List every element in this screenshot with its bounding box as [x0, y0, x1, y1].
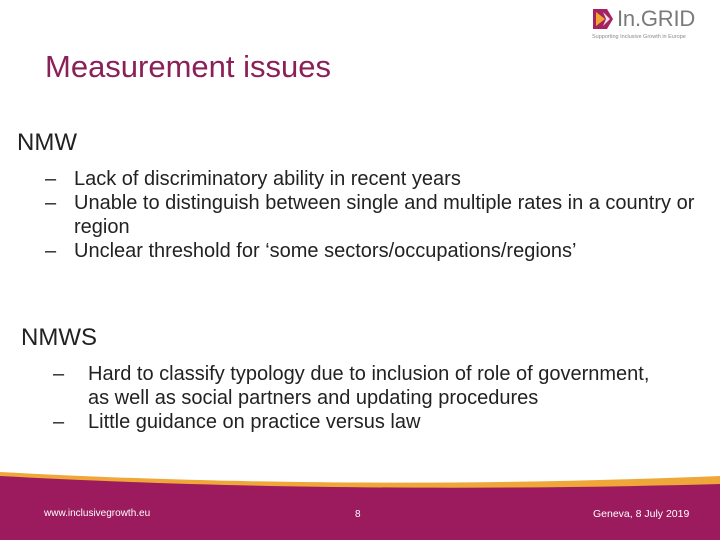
- bullet-text: Lack of discriminatory ability in recent years: [74, 168, 461, 190]
- bullet-text: Hard to classify typology due to inclusion of role of government, as well as social partners and updating procedures: [88, 363, 650, 409]
- ingrid-logo: [591, 5, 713, 43]
- list-item: [53, 410, 673, 434]
- bullet-text: Little guidance on practice versus law: [88, 411, 421, 433]
- bullet-dash: –: [45, 240, 57, 262]
- footer-website-link[interactable]: www.inclusivegrowth.eu: [44, 508, 151, 519]
- bullet-dash: –: [53, 363, 65, 385]
- bullet-dash: –: [53, 411, 65, 433]
- bullet-dash: –: [45, 168, 57, 190]
- bullet-text: Unable to distinguish between single and multiple rates in a country or region: [74, 192, 695, 238]
- list-item: [53, 362, 673, 410]
- footer-band: [0, 458, 720, 540]
- bullet-dash: –: [45, 192, 57, 214]
- bullet-list-nmws: [53, 362, 673, 434]
- bullet-text: Unclear threshold for ‘some sectors/occupations/regions’: [74, 240, 577, 262]
- list-item: [45, 167, 715, 191]
- footer-wave-background: [0, 458, 720, 540]
- footer-date-place: Geneva, 8 July 2019: [593, 508, 690, 520]
- footer-page-number: 8: [355, 509, 361, 520]
- section-heading-nmws: NMWS: [21, 324, 97, 351]
- logo-tagline: Supporting Inclusive Growth in Europe: [592, 34, 686, 40]
- slide-title: Measurement issues: [45, 49, 332, 84]
- list-item: [45, 191, 715, 239]
- logo-name: In.GRID: [617, 6, 696, 31]
- list-item: [45, 239, 715, 263]
- bullet-list-nmw: [45, 167, 715, 263]
- section-heading-nmw: NMW: [17, 129, 77, 156]
- ingrid-logo-mark-icon: [593, 9, 613, 29]
